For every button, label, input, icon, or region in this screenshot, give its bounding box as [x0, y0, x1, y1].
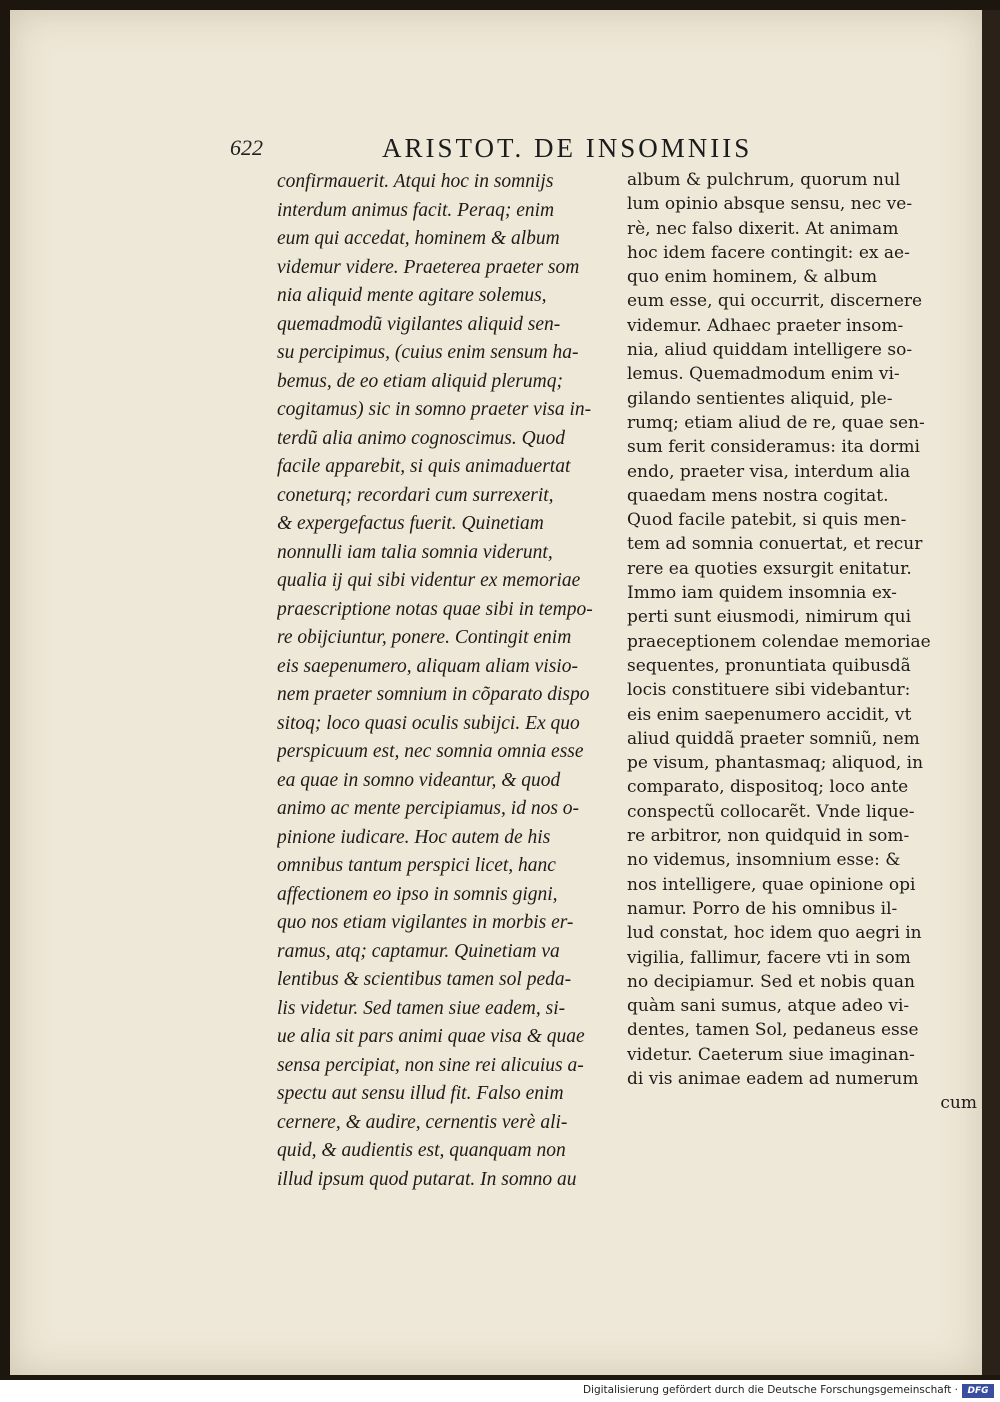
text-line: pinione iudicare. Hoc autem de his [277, 826, 551, 848]
text-line: eum esse, qui occurrit, discernere [627, 291, 923, 312]
text-line: tem ad somnia conuertat, et recur [627, 534, 923, 555]
text-line: praeceptionem colendae memoriae [627, 631, 931, 652]
text-line: coneturq; recordari cum surrexerit, [277, 484, 554, 506]
text-line: quo nos etiam vigilantes in morbis er- [277, 912, 574, 933]
text-line: dentes, tamen Sol, pedaneus esse [627, 1020, 919, 1041]
text-line: ramus, atq; captamur. Quinetiam va [277, 940, 560, 962]
text-line: Immo iam quidem insomnia ex- [627, 583, 897, 604]
text-line: terdũ alia animo cognoscimus. Quod [277, 427, 565, 449]
text-line: quaedam mens nostra cogitat. [627, 485, 889, 506]
text-line: sequentes, pronuntiata quibusdã [627, 655, 911, 676]
text-line: ue alia sit pars animi quae visa & quae [277, 1026, 585, 1047]
text-line: & expergefactus fuerit. Quinetiam [277, 513, 544, 534]
text-line: album & pulchrum, quorum nul [627, 170, 901, 190]
latin-translation-left-column [277, 168, 622, 1194]
text-line: interdum animus facit. Peraq; enim [277, 199, 555, 221]
text-line: di vis animae eadem ad numerum [627, 1068, 919, 1089]
text-line: videmur. Adhaec praeter insom- [627, 315, 904, 336]
text-line: animo ac mente percipiamus, id nos o- [277, 798, 580, 819]
text-line: locis constituere sibi videbantur: [627, 680, 911, 701]
dfg-logo: DFG [962, 1384, 994, 1398]
text-line: nos intelligere, quae opinione opi [627, 874, 916, 895]
text-line: aliud quiddã praeter somniũ, nem [627, 728, 920, 749]
text-line: su percipimus, (cuius enim sensum ha- [277, 342, 579, 363]
text-line: rè, nec falso dixerit. At animam [627, 218, 899, 239]
running-title: ARISTOT. DE INSOMNIIS [382, 133, 753, 163]
text-line: conspectũ collocarẽt. Vnde lique- [627, 801, 915, 822]
text-line: spectu aut sensu illud fit. Falso enim [277, 1083, 564, 1104]
text-line: re arbitror, non quidquid in som- [627, 826, 910, 847]
text-line: vigilia, fallimur, facere vti in som [627, 947, 911, 968]
text-line: videtur. Caeterum siue imaginan- [627, 1044, 915, 1065]
text-line: lentibus & scientibus tamen sol peda- [277, 969, 572, 990]
text-line: lum opinio absque sensu, nec ve- [627, 194, 913, 215]
text-line: nonnulli iam talia somnia viderunt, [277, 541, 553, 563]
text-line: namur. Porro de his omnibus il- [627, 898, 898, 919]
latin-translation-right-column [627, 168, 977, 1116]
page-edge [982, 10, 1000, 1375]
text-line: rumq; etiam aliud de re, quae sen- [627, 412, 925, 433]
text-line: cogitamus) sic in somno praeter visa in- [277, 399, 592, 420]
digitization-footer [0, 1380, 1000, 1402]
footer-credit: Digitalisierung gefördert durch die Deutsche Forschungsgemeinschaft · [582, 1384, 958, 1396]
text-line: nem praeter somnium in cõparato dispo [277, 684, 590, 705]
text-line: comparato, dispositoq; loco ante [627, 777, 909, 798]
text-line: no videmus, insomnium esse: & [627, 850, 901, 871]
text-line: perspicuum est, nec somnia omnia esse [277, 741, 584, 762]
text-line: no decipiamur. Sed et nobis quan [627, 971, 915, 992]
text-line: gilando sentientes aliquid, ple- [627, 388, 893, 409]
text-line: videmur videre. Praeterea praeter som [277, 256, 580, 278]
text-line: praescriptione notas quae sibi in tempo- [277, 598, 593, 620]
text-line: omnibus tantum perspici licet, hanc [277, 855, 556, 876]
text-line: facile apparebit, si quis animaduertat [277, 456, 571, 477]
text-line: sum ferit consideramus: ita dormi [627, 437, 920, 458]
text-line: eis saepenumero, aliquam aliam visio- [277, 655, 578, 677]
text-line: cernere, & audire, cernentis verè ali- [277, 1111, 568, 1133]
text-line: eum qui accedat, hominem & album [277, 228, 560, 249]
text-line: quid, & audientis est, quanquam non [277, 1140, 566, 1161]
text-line: affectionem eo ipso in somnis gigni, [277, 883, 558, 905]
text-line: eis enim saepenumero accidit, vt [627, 704, 912, 725]
text-line: qualia ij qui sibi videntur ex memoriae [277, 570, 581, 591]
catchword: cum [940, 1093, 977, 1114]
text-line: hoc idem facere contingit: ex ae- [627, 242, 910, 263]
text-line: rere ea quoties exsurgit enitatur. [627, 558, 912, 579]
text-line: Quod facile patebit, si quis men- [627, 510, 907, 531]
text-line: sensa percipiat, non sine rei alicuius a- [277, 1054, 584, 1076]
text-line: nia aliquid mente agitare solemus, [277, 285, 547, 306]
page-number: 622 [230, 135, 263, 160]
text-line: re obijciuntur, ponere. Contingit enim [277, 627, 572, 648]
text-line: ea quae in somno videantur, & quod [277, 769, 561, 791]
text-line: quàm sani sumus, atque adeo vi- [627, 996, 910, 1017]
text-line: illud ipsum quod putarat. In somno au [277, 1168, 577, 1190]
text-line: perti sunt eiusmodi, nimirum qui [627, 607, 912, 628]
text-line: nia, aliud quiddam intelligere so- [627, 340, 913, 361]
text-line: quo enim hominem, & album [627, 267, 878, 288]
text-line: quemadmodũ vigilantes aliquid sen- [277, 313, 561, 335]
text-line: lud constat, hoc idem quo aegri in [627, 923, 922, 944]
text-line: confirmauerit. Atqui hoc in somnijs [277, 171, 554, 192]
text-line: lis videtur. Sed tamen siue eadem, si- [277, 997, 566, 1019]
text-line: sitoq; loco quasi oculis subijci. Ex quo [277, 712, 580, 734]
text-line: endo, praeter visa, interdum alia [627, 461, 911, 482]
text-line: pe visum, phantasmaq; aliquod, in [627, 753, 924, 774]
text-line: lemus. Quemadmodum enim vi- [627, 364, 900, 385]
text-line: bemus, de eo etiam aliquid plerumq; [277, 370, 563, 392]
running-head [230, 133, 830, 165]
